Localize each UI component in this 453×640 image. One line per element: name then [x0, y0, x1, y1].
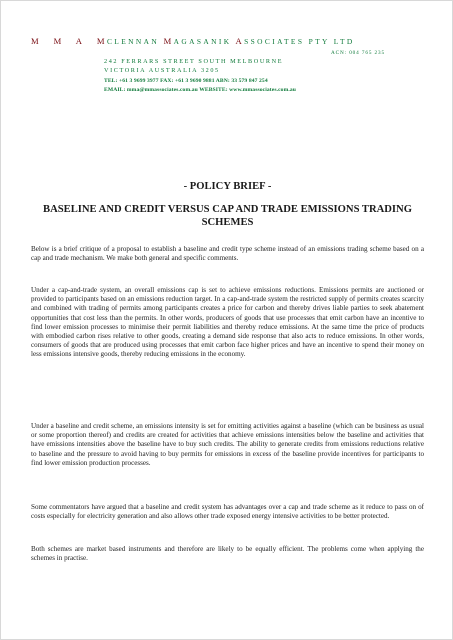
address-line-2: VICTORIA AUSTRALIA 3205 [104, 67, 220, 74]
firm-word-6-rest: SSOCIATES PTY LTD [244, 37, 355, 46]
policy-brief-label: - POLICY BRIEF - [183, 181, 272, 192]
address-line-1: 242 FERRARS STREET SOUTH MELBOURNE [104, 58, 284, 65]
paragraph-baseline-and-credit: Under a baseline and credit scheme, an emissions intensity is set for emitting activities against a baseline (which can be business as usual or some proportion thereof) and credits are created for activities that achieve emissions intensities below the baseline and activities that have emissions intensities above the baseline have to buy such credits. The ability to generate credits from emissions reductions relative to baseline and the pressure to avoid having to buy permits for emissions in excess of the baseline provide incentives for participants to find lower emission production processes. [31, 422, 424, 467]
paragraph-market-based: Both schemes are market based instruments and therefore are likely to be equally efficient. The problems come when applying the schemes in practise. [31, 545, 424, 563]
paragraph-cap-and-trade: Under a cap-and-trade system, an overall emissions cap is set to achieve emissions reductions. Emissions permits are auctioned or provided to participants based on an emissions reduction target. In a cap-and-trade system the restricted supply of permits creates scarcity and combined with trading of permits among participants creates a price for carbon and thereby drives liable parties to seek abatement opportunities that cost less than the permits. In other words, producers of goods that use processes that emit carbon have an incentive to find lower emission processes to minimise their permit liabilities and thereby reduce emissions. At the same time the price of products with embodied carbon rises relative to other goods, creating a demand side response that also acts to reduce emissions. In other words, consumers of goods that are produced using processes that emit carbon face higher prices and have an incentive to spend their money on less emissions intensive goods, thereby reducing emissions in the economy. [31, 286, 424, 359]
firm-initial-2: M [53, 36, 64, 46]
contact-line-1: TEL: +61 3 9699 3977 FAX: +61 3 9690 9881 ABN: 33 579 847 254 [104, 78, 268, 84]
firm-word-5-initial: M [163, 36, 174, 46]
firm-word-4-rest: CLENNAN [106, 37, 160, 46]
paragraph-intro: Below is a brief critique of a proposal to establish a baseline and credit type scheme instead of an emissions trading scheme based on a cap and trade mechanism. We make both general and specific comments. [31, 245, 424, 263]
firm-initial-1: M [31, 36, 42, 46]
letterhead-address [104, 57, 296, 94]
contact-line-2: EMAIL: mma@mmassociates.com.au WEBSITE: www.mmassociates.com.au [104, 86, 296, 93]
firm-name [31, 36, 431, 46]
firm-initial-3: A [75, 36, 85, 46]
firm-word-6-initial: A [235, 36, 245, 46]
acn-number: ACN: 004 765 235 [331, 50, 386, 56]
firm-word-4-initial: M [96, 36, 107, 46]
document-title: BASELINE AND CREDIT VERSUS CAP AND TRADE EMISSIONS TRADING SCHEMES [43, 204, 412, 228]
firm-word-5-rest: AGASANIK [173, 37, 232, 46]
paragraph-commentators: Some commentators have argued that a baseline and credit system has advantages over a cap and trade scheme as it reduce to pass on of costs especially for electricity generation and also allows other trade exposed energy intensive activities to be better protected. [31, 503, 424, 521]
